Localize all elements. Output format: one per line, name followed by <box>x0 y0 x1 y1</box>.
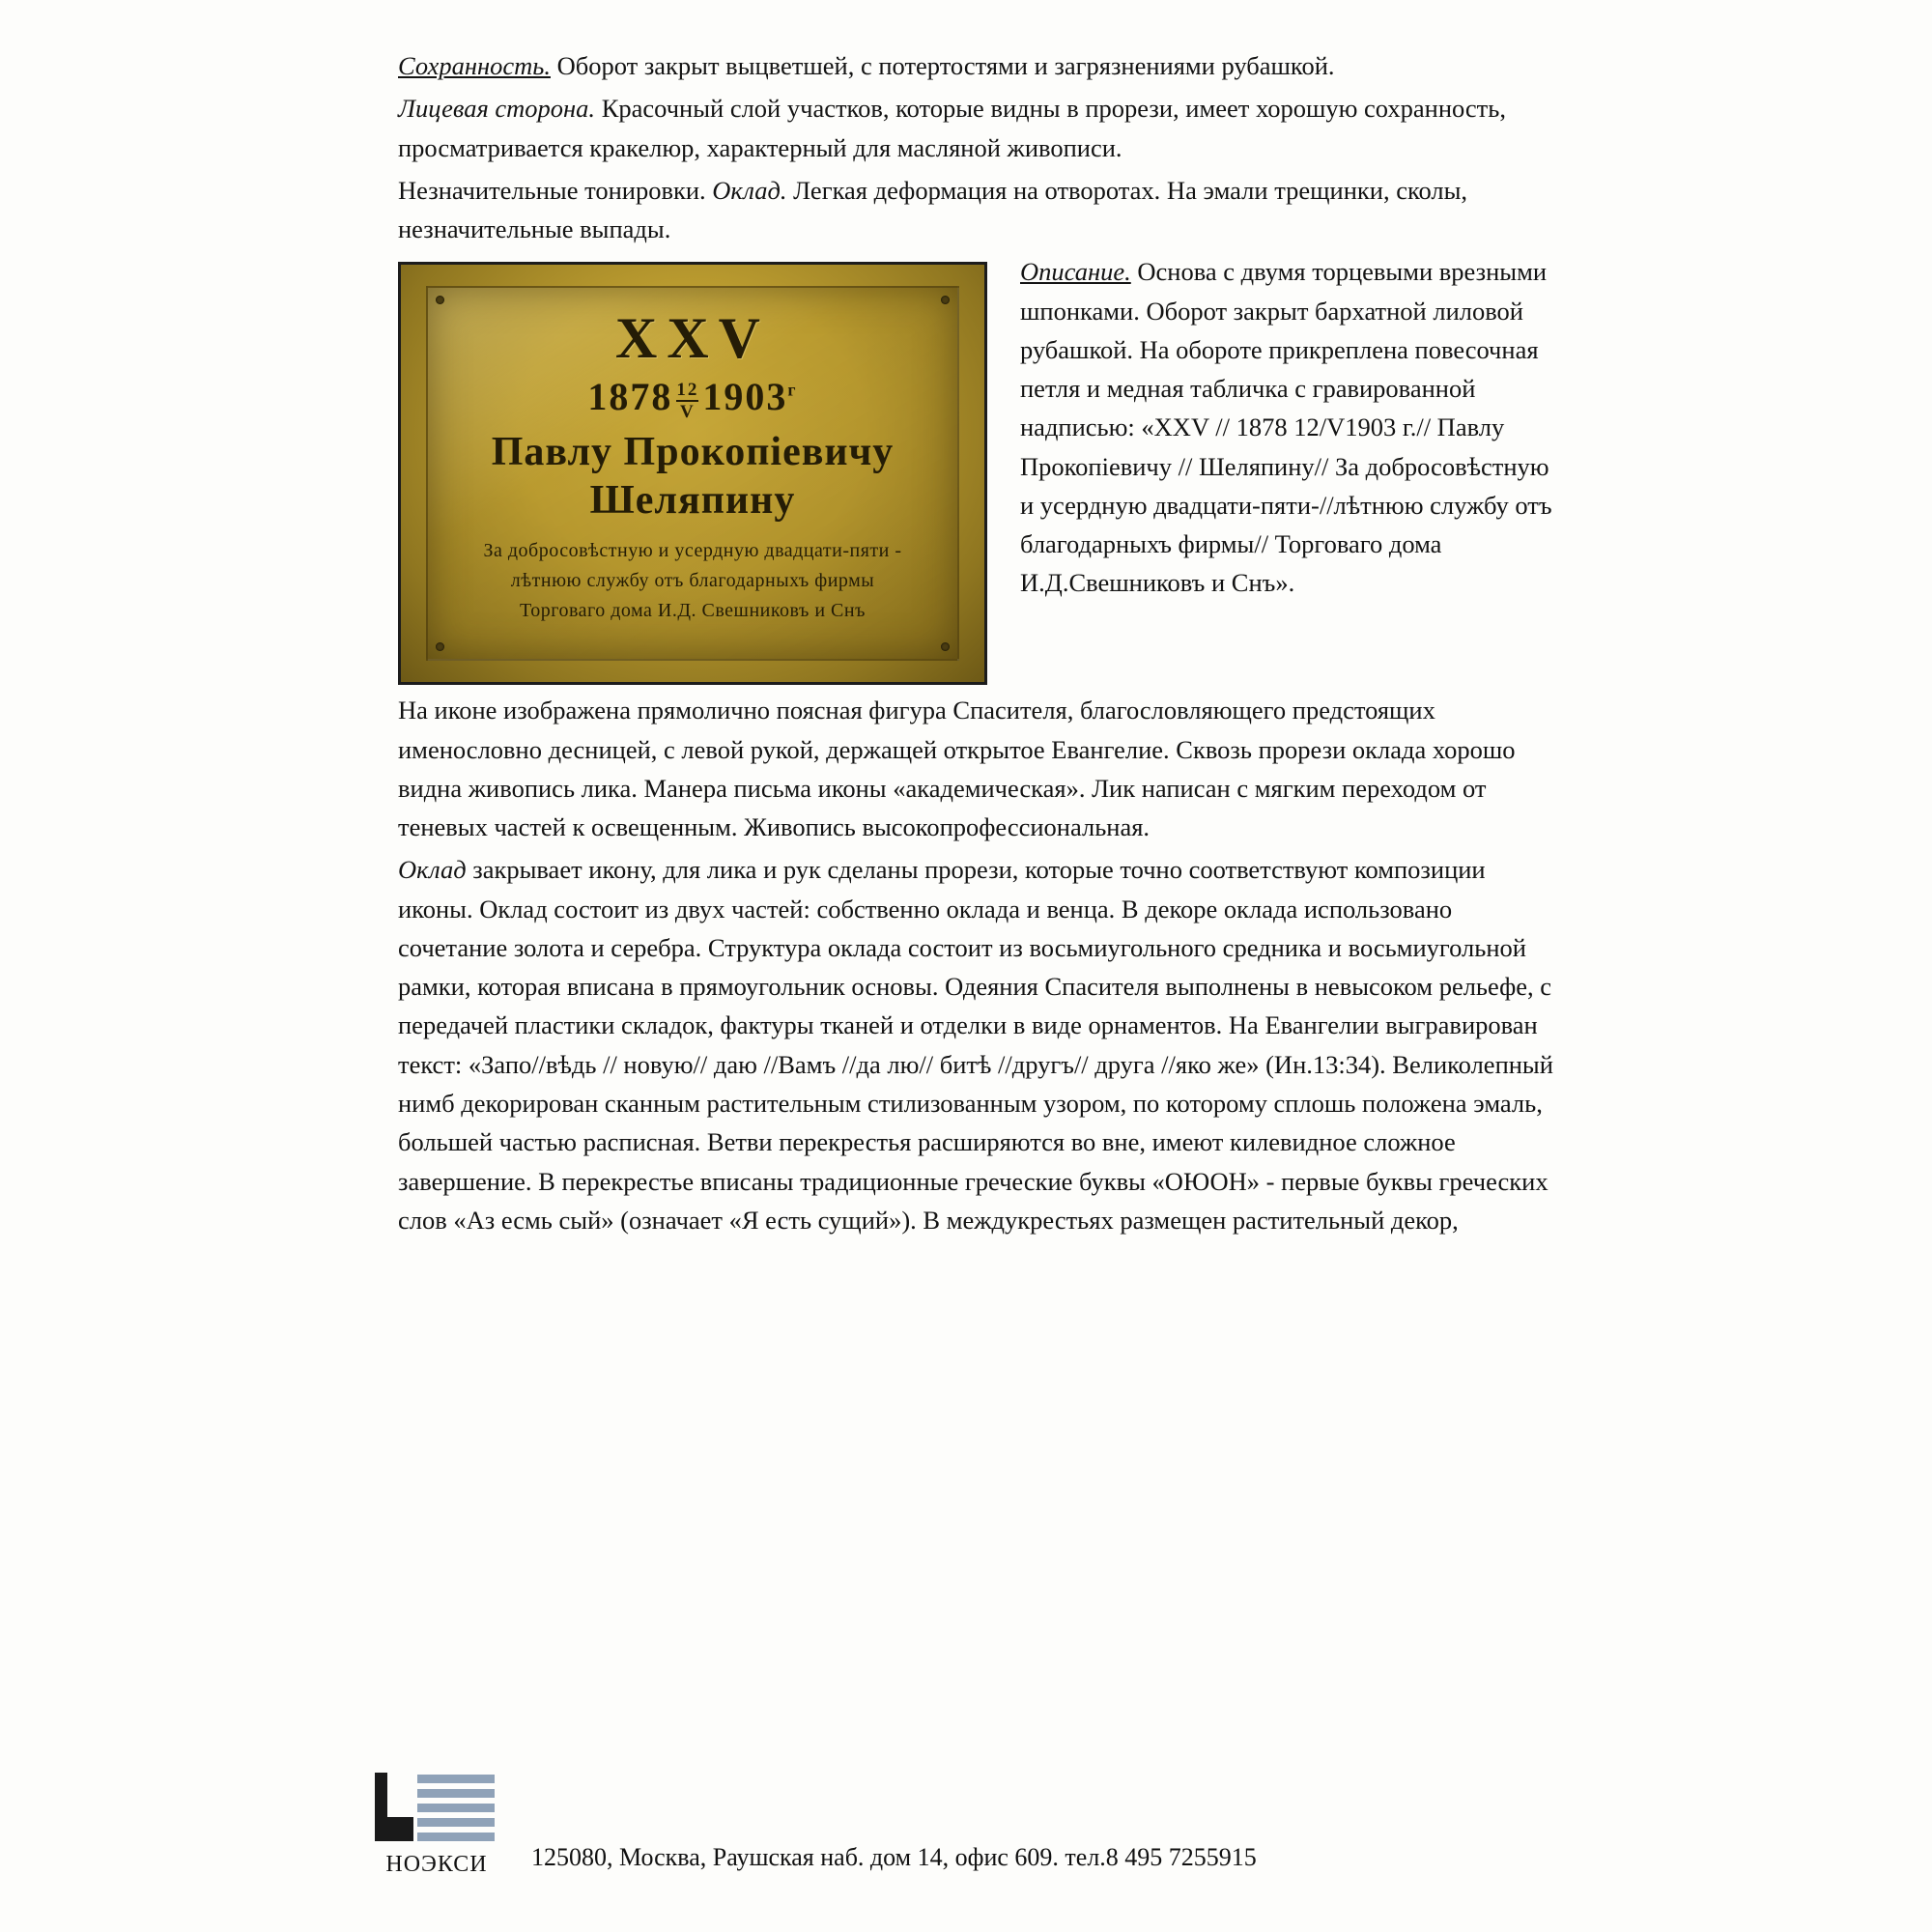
preservation-text: Оборот закрыт выцветшей, с потертостями и загрязнениями рубашкой. <box>550 51 1335 80</box>
tinting-text-after: Легкая деформация на отворотах. На эмали трещинки, сколы, незначительные выпады. <box>398 175 1468 244</box>
logo-bar <box>417 1804 495 1812</box>
plaque-date-to: 1903 <box>702 375 788 419</box>
plaque-roman-numeral: XXV <box>615 306 770 371</box>
paragraph-icon-description <box>398 691 1557 846</box>
icon-description-text: На иконе изображена прямолично поясная фигура Спасителя, благословляющего предстоящих именословно десницей, с левой рукой, держащей открытое Евангелие. Сквозь прорези оклада хорошо видна живопись лика. Манера письма иконы «академическая». Лик написан с мягким переходом от теневых частей к освещенным. Живопись высокопрофессиональная. <box>398 696 1516 842</box>
plaque-engraving <box>426 286 959 661</box>
description-label: Описание. <box>1020 257 1131 287</box>
logo-bar <box>417 1818 495 1827</box>
plaque-dates <box>428 374 957 421</box>
preservation-label: Сохранность. <box>398 51 551 80</box>
logo-wordmark: НОЭКСИ <box>385 1852 488 1877</box>
plaque-year-suffix: г <box>787 381 798 400</box>
tinting-text-before: Незначительные тонировки. <box>398 175 713 205</box>
paragraph-oklad-description <box>398 850 1557 1239</box>
paragraph-obverse <box>398 89 1557 167</box>
plaque-inscription-line-2: лѣтнюю службу отъ благодарныхъ фирмы <box>510 570 875 592</box>
oklad-description-label: Оклад <box>398 855 467 885</box>
plaque-recipient-line-2: Шеляпину <box>589 478 796 524</box>
plaque-fraction-num: 12 <box>676 380 699 401</box>
oklad-label: Оклад. <box>712 175 787 205</box>
obverse-text: Красочный слой участков, которые видны в прорези, имеет хорошую сохранность, просматривается кракелюр, характерный для масляной живописи. <box>398 94 1506 162</box>
logo-bar <box>417 1789 495 1798</box>
oklad-description-text: закрывает икону, для лика и рук сделаны прорези, которые точно соответствуют композиции иконы. Оклад состоит из двух частей: собственно оклада и венца. В декоре оклада использовано сочетание золота и серебра. Структура оклада состоит из восьмиугольного средника и восьмиугольной рамки, которая вписана в прямоугольник основы. Одеяния Спасителя выполнены в невысоком рельефе, с передачей пластики складок, фактуры тканей и отделки в виде орнаментов. На Евангелии выгравирован текст: «Запо//вѣдь // новую// даю //Вамъ //да лю// битѣ //другъ// друга //яко же» (Ин.13:34). Великолепный нимб декорирован сканным растительным стилизованным узором, по которому сплошь положена эмаль, большей частью расписная. Ветви перекрестья расширяются во вне, имеют килевидное сложное завершение. В перекрестье вписаны традиционные греческие буквы «ОЮОН» - первые буквы греческих слов «Аз есмь сый» (означает «Я есть сущий»). В междукрестьях размещен растительный декор, <box>398 855 1553 1235</box>
description-text: Основа с двумя торцевыми врезными шпонками. Оборот закрыт бархатной лиловой рубашкой. На обороте прикреплена повесочная петля и медная табличка с гравированной надписью: «XXV // 1878 12/V1903 г.// Павлу Прокопiевичу // Шеляпину// За добросовѣстную и усердную двадцати-пяти-//лѣтнюю службу отъ благодарныхъ фирмы// Торговаго дома И.Д.Свешниковъ и Снъ». <box>1020 257 1552 598</box>
noeksi-logo-icon <box>375 1773 495 1848</box>
footer-address: 125080, Москва, Раушская наб. дом 14, офис 609. тел.8 495 7255915 <box>531 1843 1257 1871</box>
plaque-fraction-den: V <box>680 402 696 423</box>
logo-bar <box>417 1775 495 1783</box>
plaque-recipient-line-1: Павлу Прокопiевичу <box>491 430 895 475</box>
paragraph-preservation <box>398 46 1557 85</box>
plaque-date-from: 1878 <box>587 375 673 419</box>
plaque-inscription-line-3: Торговаго дома И.Д. Свешниковъ и Снъ <box>520 600 866 622</box>
plaque-date-fraction <box>676 381 698 421</box>
document-body <box>398 46 1557 1243</box>
logo-glyph <box>375 1773 413 1841</box>
screw-icon <box>436 642 444 651</box>
obverse-label: Лицевая сторона. <box>398 94 596 124</box>
screw-icon <box>941 296 950 304</box>
plaque-figure <box>398 262 987 685</box>
plaque-inscription-line-1: За добросовѣстную и усердную двадцати-пяти - <box>483 540 902 562</box>
paragraph-tinting <box>398 171 1557 249</box>
screw-icon <box>941 642 950 651</box>
logo-bar <box>417 1833 495 1841</box>
logo-glyph-cut <box>387 1773 413 1817</box>
screw-icon <box>436 296 444 304</box>
company-logo <box>375 1773 498 1878</box>
page-footer <box>375 1773 1582 1878</box>
plaque-photo <box>398 262 987 685</box>
